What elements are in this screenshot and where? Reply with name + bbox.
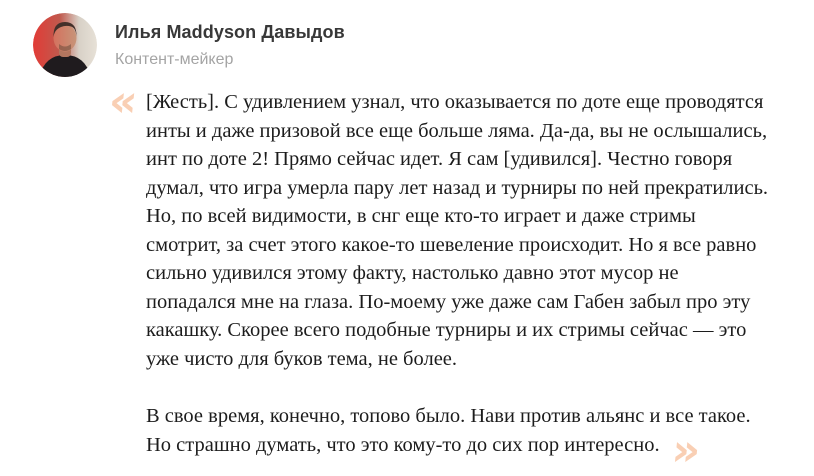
profile-header <box>33 13 345 77</box>
avatar-image <box>33 13 97 77</box>
avatar <box>33 13 97 77</box>
quote-open-icon: « <box>106 76 141 127</box>
quote-block <box>0 76 814 476</box>
profile-role: Контент-мейкер <box>115 51 234 68</box>
quote-paragraph-2: В свое время, конечно, топово было. Нави против альянс и все такое. Но страшно думать, что это кому-то до сих пор интересно. » <box>146 405 751 476</box>
quote-paragraph-2-text: В свое время, конечно, топово было. Нави против альянс и все такое. Но страшно думать, что это кому-то до сих пор интересно. <box>146 405 751 456</box>
quote-paragraph-1: [Жесть]. С удивлением узнал, что оказывается по доте еще проводятся инты и даже призовой все еще больше ляма. Да-да, вы не ослышались, инт по доте 2! Прямо сейчас идет. Я сам [удивился]. Честно говоря думал, что игра умерла пару лет назад и турниры по ней прекратились. Но, по всей видимости, в снг еще кто-то играет и даже стримы смотрит, за счет этого какое-то шевеление происходит. Но я все равно сильно удивился этому факту, настолько давно этот мусор не попадался мне на глаза. По-моему уже даже сам Габен забыл про эту какашку. Скорее всего подобные турниры и их стримы сейчас — это уже чисто для буков тема, не более. <box>146 91 769 370</box>
profile-text <box>115 13 345 69</box>
profile-name: Илья Maddyson Давыдов <box>115 22 345 42</box>
